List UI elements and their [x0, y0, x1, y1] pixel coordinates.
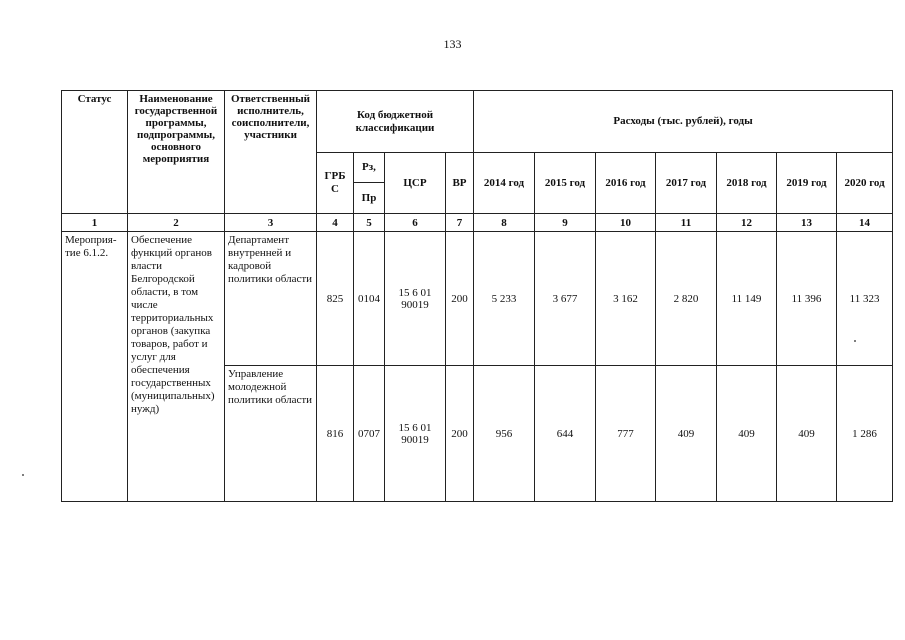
header-program-name: Наименование государственной программы, подпрограммы, основного мероприятия	[128, 91, 225, 214]
vr-cell: 200	[446, 232, 474, 366]
expense-cell: 11 396	[777, 232, 837, 366]
header-csr: ЦСР	[385, 153, 446, 214]
header-year-2016: 2016 год	[596, 153, 656, 214]
column-number: 3	[225, 214, 317, 232]
responsible-cell: Департамент внутренней и кадровой политики области	[225, 232, 317, 366]
expense-cell: 1 286	[837, 366, 893, 502]
expense-cell: 777	[596, 366, 656, 502]
expense-cell: 409	[717, 366, 777, 502]
program-name-cell: Обеспечение функций органов власти Белгородской области, в том числе территориальных органов (закупка товаров, работ и услуг для обеспечения государственных (муниципальных) нужд)	[128, 232, 225, 502]
column-number: 2	[128, 214, 225, 232]
expense-cell: 644	[535, 366, 596, 502]
header-year-2017: 2017 год	[656, 153, 717, 214]
responsible-cell: Управление молодежной политики области	[225, 366, 317, 502]
column-number: 6	[385, 214, 446, 232]
header-grbs: ГРБ С	[317, 153, 354, 214]
budget-table	[61, 90, 893, 502]
header-budget-code: Код бюджетной классификации	[317, 91, 474, 153]
header-rz: Рз,	[354, 153, 385, 183]
expense-cell: 409	[777, 366, 837, 502]
expense-cell: 409	[656, 366, 717, 502]
header-year-2019: 2019 год	[777, 153, 837, 214]
column-number: 9	[535, 214, 596, 232]
header-year-2020: 2020 год	[837, 153, 893, 214]
table-row	[62, 232, 893, 366]
expense-cell: 5 233	[474, 232, 535, 366]
column-number: 13	[777, 214, 837, 232]
status-cell: Мероприя-тие 6.1.2.	[62, 232, 128, 502]
header-year-2015: 2015 год	[535, 153, 596, 214]
expense-cell: 956	[474, 366, 535, 502]
page-number: 133	[443, 37, 462, 51]
column-number: 1	[62, 214, 128, 232]
rzpr-cell: 0104	[354, 232, 385, 366]
header-responsible: Ответственный исполнитель, соисполнители, участники	[225, 91, 317, 214]
csr-cell: 15 6 01 90019	[385, 232, 446, 366]
scan-speck	[854, 340, 856, 342]
column-number-row	[62, 214, 893, 232]
expense-cell: 3 162	[596, 232, 656, 366]
column-number: 8	[474, 214, 535, 232]
expense-cell: 11 323	[837, 232, 893, 366]
header-vr: ВР	[446, 153, 474, 214]
header-year-2018: 2018 год	[717, 153, 777, 214]
rzpr-cell: 0707	[354, 366, 385, 502]
header-expenses: Расходы (тыс. рублей), годы	[474, 91, 893, 153]
column-number: 4	[317, 214, 354, 232]
vr-cell: 200	[446, 366, 474, 502]
expense-cell: 2 820	[656, 232, 717, 366]
column-number: 5	[354, 214, 385, 232]
header-pr: Пр	[354, 183, 385, 214]
column-number: 11	[656, 214, 717, 232]
column-number: 10	[596, 214, 656, 232]
csr-cell: 15 6 01 90019	[385, 366, 446, 502]
column-number: 14	[837, 214, 893, 232]
header-year-2014: 2014 год	[474, 153, 535, 214]
grbs-cell: 816	[317, 366, 354, 502]
header-status: Статус	[62, 91, 128, 214]
column-number: 7	[446, 214, 474, 232]
column-number: 12	[717, 214, 777, 232]
grbs-cell: 825	[317, 232, 354, 366]
expense-cell: 11 149	[717, 232, 777, 366]
expense-cell: 3 677	[535, 232, 596, 366]
scan-speck	[22, 474, 24, 476]
